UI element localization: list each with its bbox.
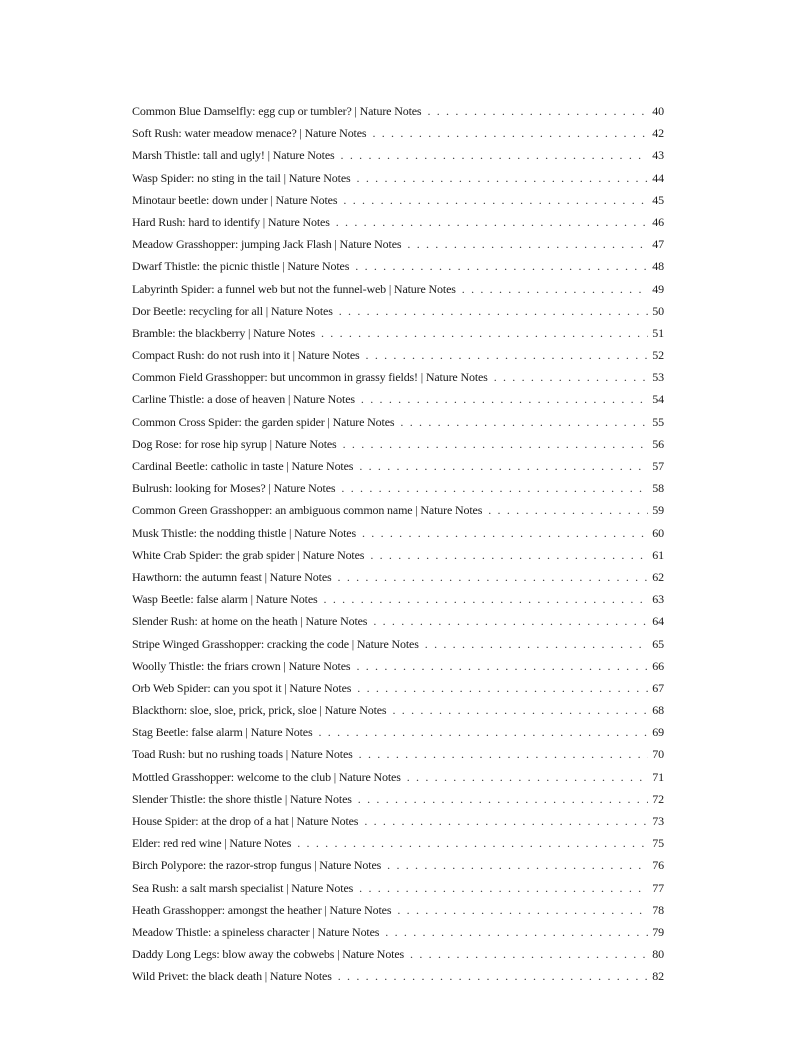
toc-page-number: 77 <box>648 877 664 899</box>
toc-entry[interactable] <box>132 943 664 965</box>
toc-entry[interactable] <box>132 388 664 410</box>
toc-entry[interactable] <box>132 588 664 610</box>
toc-dot-leader <box>397 899 648 921</box>
toc-entry[interactable] <box>132 743 664 765</box>
toc-page-number: 73 <box>648 810 664 832</box>
toc-dot-leader <box>425 633 648 655</box>
toc-dot-leader <box>355 255 648 277</box>
toc-page-number: 58 <box>648 477 664 499</box>
toc-entry-title: Birch Polypore: the razor-strop fungus | Nature Notes <box>132 854 387 876</box>
toc-entry-title: Orb Web Spider: can you spot it | Nature Notes <box>132 677 357 699</box>
toc-page-number: 53 <box>648 366 664 388</box>
toc-dot-leader <box>359 455 648 477</box>
toc-entry[interactable] <box>132 832 664 854</box>
toc-page-number: 42 <box>648 122 664 144</box>
toc-dot-leader <box>387 854 648 876</box>
toc-entry[interactable] <box>132 344 664 366</box>
toc-dot-leader <box>392 699 648 721</box>
toc-page-number: 69 <box>648 721 664 743</box>
toc-dot-leader <box>359 743 648 765</box>
toc-dot-leader <box>357 167 648 189</box>
toc-dot-leader <box>494 366 648 388</box>
toc-dot-leader <box>338 965 648 987</box>
toc-dot-leader <box>462 278 648 300</box>
toc-page-number: 54 <box>648 388 664 410</box>
toc-entry-title: Wasp Spider: no sting in the tail | Nature Notes <box>132 167 357 189</box>
toc-entry[interactable] <box>132 411 664 433</box>
toc-entry-title: Common Field Grasshopper: but uncommon in grassy fields! | Nature Notes <box>132 366 494 388</box>
toc-dot-leader <box>356 655 648 677</box>
toc-entry[interactable] <box>132 455 664 477</box>
toc-dot-leader <box>336 211 648 233</box>
toc-page-number: 52 <box>648 344 664 366</box>
toc-dot-leader <box>358 788 648 810</box>
toc-dot-leader <box>339 300 648 322</box>
toc-page-number: 68 <box>648 699 664 721</box>
toc-entry[interactable] <box>132 566 664 588</box>
toc-dot-leader <box>362 522 648 544</box>
toc-entry[interactable] <box>132 522 664 544</box>
toc-entry[interactable] <box>132 965 664 987</box>
toc-page-number: 51 <box>648 322 664 344</box>
toc-page-number: 49 <box>648 278 664 300</box>
toc-dot-leader <box>357 677 648 699</box>
toc-dot-leader <box>318 721 648 743</box>
toc-page-number: 62 <box>648 566 664 588</box>
toc-dot-leader <box>324 588 648 610</box>
toc-page-number: 40 <box>648 100 664 122</box>
toc-dot-leader <box>321 322 648 344</box>
toc-page-number: 47 <box>648 233 664 255</box>
toc-entry-title: Carline Thistle: a dose of heaven | Nature Notes <box>132 388 361 410</box>
toc-entry[interactable] <box>132 366 664 388</box>
toc-entry[interactable] <box>132 810 664 832</box>
toc-entry-title: Marsh Thistle: tall and ugly! | Nature Notes <box>132 144 341 166</box>
toc-dot-leader <box>359 877 648 899</box>
toc-entry[interactable] <box>132 211 664 233</box>
toc-entry[interactable] <box>132 189 664 211</box>
toc-entry-title: Common Blue Damselfly: egg cup or tumbler? | Nature Notes <box>132 100 427 122</box>
toc-entry[interactable] <box>132 278 664 300</box>
toc-page-number: 48 <box>648 255 664 277</box>
toc-page-number: 76 <box>648 854 664 876</box>
toc-entry-title: Musk Thistle: the nodding thistle | Nature Notes <box>132 522 362 544</box>
toc-page-number: 57 <box>648 455 664 477</box>
toc-entry[interactable] <box>132 610 664 632</box>
toc-entry-title: Stag Beetle: false alarm | Nature Notes <box>132 721 318 743</box>
toc-page-number: 59 <box>648 499 664 521</box>
toc-entry-title: Common Green Grasshopper: an ambiguous common name | Nature Notes <box>132 499 488 521</box>
toc-page-number: 75 <box>648 832 664 854</box>
toc-dot-leader <box>373 610 648 632</box>
toc-entry-title: House Spider: at the drop of a hat | Nature Notes <box>132 810 364 832</box>
toc-entry[interactable] <box>132 477 664 499</box>
toc-dot-leader <box>407 766 648 788</box>
toc-entry-title: Hawthorn: the autumn feast | Nature Notes <box>132 566 338 588</box>
toc-entry-title: Labyrinth Spider: a funnel web but not the funnel-web | Nature Notes <box>132 278 462 300</box>
toc-entry-title: Slender Rush: at home on the heath | Nature Notes <box>132 610 373 632</box>
toc-page-number: 56 <box>648 433 664 455</box>
toc-entry-title: Bulrush: looking for Moses? | Nature Notes <box>132 477 341 499</box>
toc-dot-leader <box>338 566 648 588</box>
toc-entry-title: Elder: red red wine | Nature Notes <box>132 832 297 854</box>
toc-dot-leader <box>372 122 648 144</box>
toc-page-number: 46 <box>648 211 664 233</box>
toc-entry-title: Slender Thistle: the shore thistle | Nature Notes <box>132 788 358 810</box>
toc-entry-title: Dor Beetle: recycling for all | Nature Notes <box>132 300 339 322</box>
toc-entry-title: Sea Rush: a salt marsh specialist | Nature Notes <box>132 877 359 899</box>
toc-page-number: 64 <box>648 610 664 632</box>
toc-entry[interactable] <box>132 699 664 721</box>
toc-entry-title: Heath Grasshopper: amongst the heather | Nature Notes <box>132 899 397 921</box>
toc-entry[interactable] <box>132 433 664 455</box>
toc-entry-title: Dwarf Thistle: the picnic thistle | Nature Notes <box>132 255 355 277</box>
toc-dot-leader <box>370 544 648 566</box>
toc-entry-title: Minotaur beetle: down under | Nature Notes <box>132 189 343 211</box>
toc-page-number: 63 <box>648 588 664 610</box>
toc-entry[interactable] <box>132 677 664 699</box>
toc-entry[interactable] <box>132 877 664 899</box>
toc-entry-title: Mottled Grasshopper: welcome to the club | Nature Notes <box>132 766 407 788</box>
toc-entry[interactable] <box>132 899 664 921</box>
toc-dot-leader <box>341 477 648 499</box>
toc-dot-leader <box>366 344 648 366</box>
toc-dot-leader <box>400 411 648 433</box>
toc-entry[interactable] <box>132 854 664 876</box>
toc-dot-leader <box>385 921 648 943</box>
toc-dot-leader <box>410 943 648 965</box>
toc-entry-title: Meadow Grasshopper: jumping Jack Flash | Nature Notes <box>132 233 407 255</box>
toc-entry[interactable] <box>132 233 664 255</box>
toc-page-number: 71 <box>648 766 664 788</box>
toc-entry[interactable] <box>132 255 664 277</box>
toc-entry-title: Daddy Long Legs: blow away the cobwebs | Nature Notes <box>132 943 410 965</box>
toc-entry[interactable] <box>132 788 664 810</box>
toc-page-number: 45 <box>648 189 664 211</box>
toc-entry-title: Toad Rush: but no rushing toads | Nature Notes <box>132 743 359 765</box>
toc-dot-leader <box>297 832 648 854</box>
toc-entry[interactable] <box>132 144 664 166</box>
toc-page-number: 61 <box>648 544 664 566</box>
toc-entry[interactable] <box>132 544 664 566</box>
toc-dot-leader <box>364 810 648 832</box>
toc-entry[interactable] <box>132 655 664 677</box>
toc-page-number: 78 <box>648 899 664 921</box>
toc-entry[interactable] <box>132 921 664 943</box>
toc-dot-leader <box>407 233 648 255</box>
toc-entry-title: Wasp Beetle: false alarm | Nature Notes <box>132 588 324 610</box>
toc-entry-title: White Crab Spider: the grab spider | Nature Notes <box>132 544 370 566</box>
toc-page-number: 66 <box>648 655 664 677</box>
toc-dot-leader <box>343 433 648 455</box>
toc-page-number: 72 <box>648 788 664 810</box>
toc-dot-leader <box>361 388 648 410</box>
toc-page-number: 82 <box>648 965 664 987</box>
toc-page-number: 55 <box>648 411 664 433</box>
toc-page-number: 67 <box>648 677 664 699</box>
toc-entry-title: Woolly Thistle: the friars crown | Nature Notes <box>132 655 356 677</box>
toc-page-number: 44 <box>648 167 664 189</box>
toc-dot-leader <box>427 100 648 122</box>
toc-dot-leader <box>343 189 648 211</box>
toc-entry-title: Meadow Thistle: a spineless character | Nature Notes <box>132 921 385 943</box>
toc-entry-title: Dog Rose: for rose hip syrup | Nature Notes <box>132 433 343 455</box>
table-of-contents <box>132 100 664 988</box>
toc-entry-title: Cardinal Beetle: catholic in taste | Nature Notes <box>132 455 359 477</box>
toc-entry[interactable] <box>132 167 664 189</box>
toc-dot-leader <box>488 499 648 521</box>
toc-entry[interactable] <box>132 300 664 322</box>
toc-entry[interactable] <box>132 499 664 521</box>
toc-entry[interactable] <box>132 633 664 655</box>
toc-page-number: 70 <box>648 743 664 765</box>
toc-entry-title: Bramble: the blackberry | Nature Notes <box>132 322 321 344</box>
toc-entry-title: Blackthorn: sloe, sloe, prick, prick, sloe | Nature Notes <box>132 699 392 721</box>
toc-dot-leader <box>341 144 648 166</box>
toc-entry-title: Common Cross Spider: the garden spider | Nature Notes <box>132 411 400 433</box>
toc-entry-title: Hard Rush: hard to identify | Nature Notes <box>132 211 336 233</box>
toc-entry[interactable] <box>132 721 664 743</box>
toc-entry[interactable] <box>132 122 664 144</box>
toc-entry-title: Soft Rush: water meadow menace? | Nature Notes <box>132 122 372 144</box>
toc-page-number: 79 <box>648 921 664 943</box>
toc-page-number: 60 <box>648 522 664 544</box>
toc-entry[interactable] <box>132 322 664 344</box>
toc-entry[interactable] <box>132 100 664 122</box>
toc-page-number: 50 <box>648 300 664 322</box>
toc-entry[interactable] <box>132 766 664 788</box>
toc-entry-title: Compact Rush: do not rush into it | Nature Notes <box>132 344 366 366</box>
toc-entry-title: Wild Privet: the black death | Nature Notes <box>132 965 338 987</box>
toc-page-number: 80 <box>648 943 664 965</box>
toc-page-number: 65 <box>648 633 664 655</box>
toc-page-number: 43 <box>648 144 664 166</box>
toc-entry-title: Stripe Winged Grasshopper: cracking the code | Nature Notes <box>132 633 425 655</box>
